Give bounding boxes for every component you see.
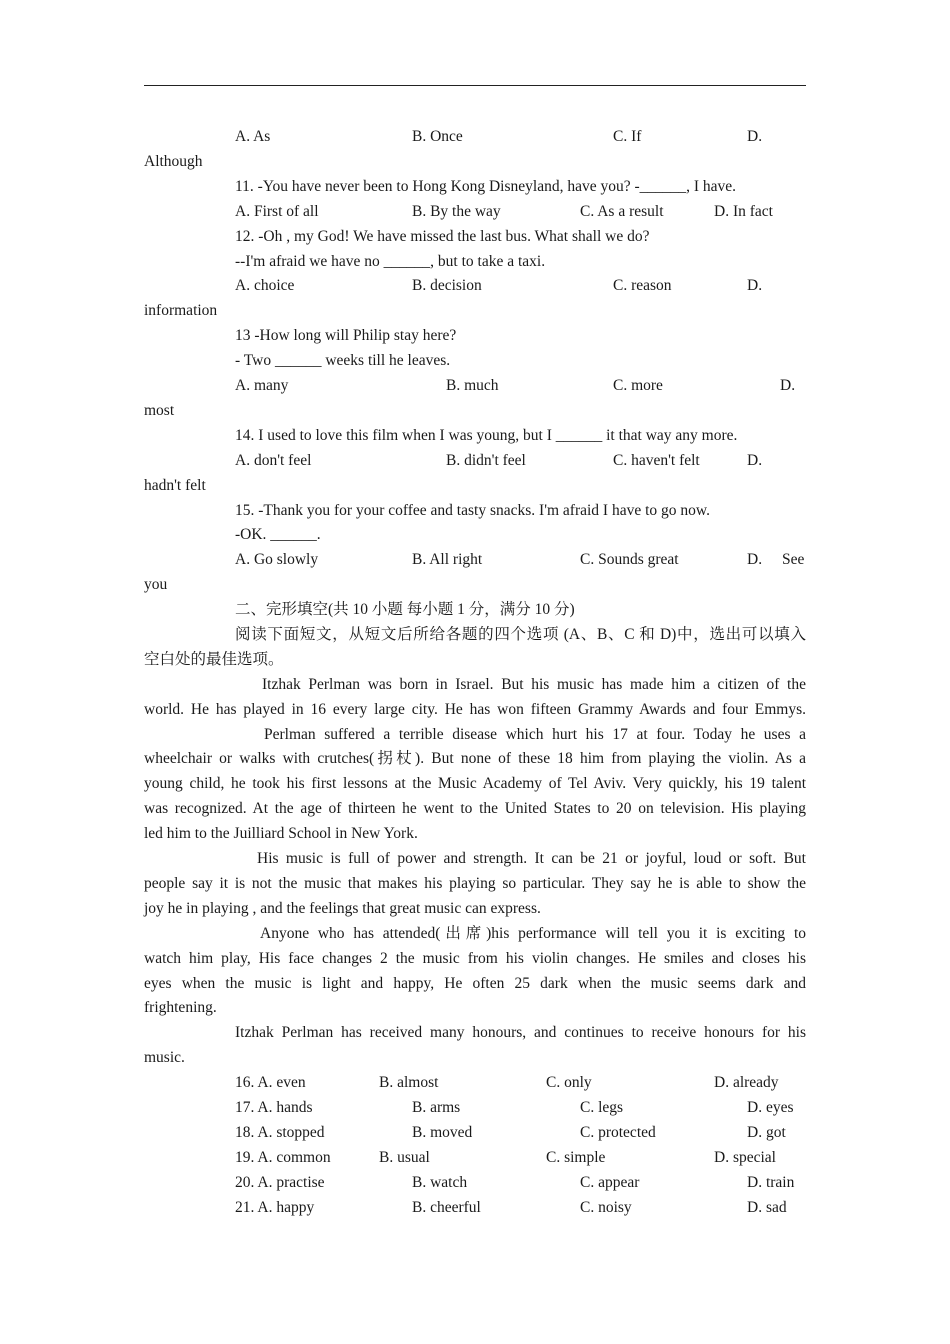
q12-option-d-text: information — [144, 302, 218, 319]
q11-option-d: D. In fact — [714, 203, 773, 220]
q10-option-a: A. As — [235, 128, 271, 145]
cloze-20-option-a: 20. A. practise — [235, 1174, 325, 1191]
cloze-21-option-b: B. cheerful — [412, 1199, 481, 1216]
passage-p3-line-3: joy he in playing , and the feelings that great music can express. — [144, 900, 541, 917]
cloze-18-option-c: C. protected — [580, 1124, 656, 1141]
passage-p3-line-1: His music is full of power and strength. It can be 21 or joyful, loud or soft. But — [257, 850, 806, 867]
cloze-20-option-c: C. appear — [580, 1174, 640, 1191]
cloze-21-option-a: 21. A. happy — [235, 1199, 315, 1216]
q12-stem-2: --I'm afraid we have no ______, but to take a taxi. — [235, 253, 546, 270]
cloze-16-option-c: C. only — [546, 1074, 592, 1091]
q12-option-a: A. choice — [235, 277, 295, 294]
q10-option-b: B. Once — [412, 128, 463, 145]
q13-option-b: B. much — [446, 377, 499, 394]
passage-p5-line-2: music. — [144, 1049, 185, 1066]
passage-p5-line-1: Itzhak Perlman has received many honours, and continues to receive honours for his — [235, 1024, 806, 1041]
passage-p4-line-2: watch him play, His face changes 2 the music from his violin changes. He smiles and closes his — [144, 950, 806, 967]
passage-p2-line-3: young child, he took his first lessons at the Music Academy of Tel Aviv. Very quickly, his 19 talent — [144, 775, 806, 792]
section-instructions-line-2: 空白处的最佳选项。 — [144, 651, 284, 668]
q10-option-c: C. If — [613, 128, 642, 145]
q14-option-c: C. haven't felt — [613, 452, 700, 469]
q13-option-d: D. — [780, 377, 796, 394]
q14-option-d: D. — [747, 452, 763, 469]
q11-option-c: C. As a result — [580, 203, 664, 220]
cloze-17-option-c: C. legs — [580, 1099, 624, 1116]
passage-p4-line-3: eyes when the music is light and happy, He often 25 dark when the music seems dark and — [144, 975, 806, 992]
q11-option-b: B. By the way — [412, 203, 501, 220]
q12-option-d: D. — [747, 277, 763, 294]
q15-option-a: A. Go slowly — [235, 551, 319, 568]
cloze-19-option-d: D. special — [714, 1149, 776, 1166]
q13-option-a: A. many — [235, 377, 289, 394]
cloze-17-option-a: 17. A. hands — [235, 1099, 313, 1116]
q12-option-b: B. decision — [412, 277, 482, 294]
cloze-21-option-d: D. sad — [747, 1199, 787, 1216]
cloze-17-option-b: B. arms — [412, 1099, 461, 1116]
header-rule — [144, 85, 806, 86]
cloze-21-option-c: C. noisy — [580, 1199, 632, 1216]
q10-option-d-text: Although — [144, 153, 203, 170]
passage-p2-line-5: led him to the Juilliard School in New York. — [144, 825, 418, 842]
q13-stem-2: - Two ______ weeks till he leaves. — [235, 352, 451, 369]
cloze-16-option-a: 16. A. even — [235, 1074, 306, 1091]
cloze-16-option-b: B. almost — [379, 1074, 439, 1091]
q15-option-b: B. All right — [412, 551, 483, 568]
cloze-18-option-d: D. got — [747, 1124, 786, 1141]
q13-option-c: C. more — [613, 377, 663, 394]
passage-p2-line-4: was recognized. At the age of thirteen he went to the United States to 20 on television. His playing — [144, 800, 806, 817]
q15-option-d-text: you — [144, 576, 168, 593]
q15-option-d: D. — [747, 551, 763, 568]
q13-option-d-text: most — [144, 402, 175, 419]
passage-p2-line-1: Perlman suffered a terrible disease which hurt his 17 at four. Today he uses a — [264, 726, 806, 743]
q14-stem: 14. I used to love this film when I was young, but I ______ it that way any more. — [235, 427, 738, 444]
section-heading: 二、完形填空(共 10 小题 每小题 1 分，满分 10 分) — [235, 601, 575, 618]
cloze-16-option-d: D. already — [714, 1074, 779, 1091]
q15-stem-2: -OK. ______. — [235, 526, 321, 543]
cloze-19-option-c: C. simple — [546, 1149, 606, 1166]
cloze-19-option-b: B. usual — [379, 1149, 430, 1166]
q11-option-a: A. First of all — [235, 203, 319, 220]
q14-option-a: A. don't feel — [235, 452, 312, 469]
q15-stem-1: 15. -Thank you for your coffee and tasty snacks. I'm afraid I have to go now. — [235, 502, 710, 519]
cloze-20-option-b: B. watch — [412, 1174, 468, 1191]
q10-option-d: D. — [747, 128, 763, 145]
cloze-20-option-d: D. train — [747, 1174, 795, 1191]
q14-option-b: B. didn't feel — [446, 452, 526, 469]
cloze-17-option-d: D. eyes — [747, 1099, 794, 1116]
q14-option-d-text: hadn't felt — [144, 477, 206, 494]
cloze-19-option-a: 19. A. common — [235, 1149, 331, 1166]
cloze-18-option-a: 18. A. stopped — [235, 1124, 325, 1141]
passage-p3-line-2: people say it is not the music that makes his playing so particular. They say he is able to show the — [144, 875, 806, 892]
q13-stem-1: 13 -How long will Philip stay here? — [235, 327, 457, 344]
q12-stem-1: 12. -Oh , my God! We have missed the last bus. What shall we do? — [235, 228, 650, 245]
q11-stem: 11. -You have never been to Hong Kong Disneyland, have you? -______, I have. — [235, 178, 737, 195]
q12-option-c: C. reason — [613, 277, 672, 294]
cloze-18-option-b: B. moved — [412, 1124, 473, 1141]
passage-p1-line-1: Itzhak Perlman was born in Israel. But his music has made him a citizen of the — [262, 676, 806, 693]
q15-option-c: C. Sounds great — [580, 551, 679, 568]
passage-p4-line-1: Anyone who has attended(出席)his performance will tell you it is exciting to — [260, 925, 806, 942]
section-instructions-line-1: 阅读下面短文，从短文后所给各题的四个选项 (A、B、C 和 D)中，选出可以填入 — [235, 626, 806, 643]
q15-option-d-text-start: See — [782, 551, 805, 568]
passage-p1-line-2: world. He has played in 16 every large city. He has won fifteen Grammy Awards and four Emmys. — [144, 701, 806, 718]
passage-p2-line-2: wheelchair or walks with crutches(拐杖). But none of these 18 him from playing the violin. As a — [144, 750, 806, 767]
passage-p4-line-4: frightening. — [144, 999, 217, 1016]
